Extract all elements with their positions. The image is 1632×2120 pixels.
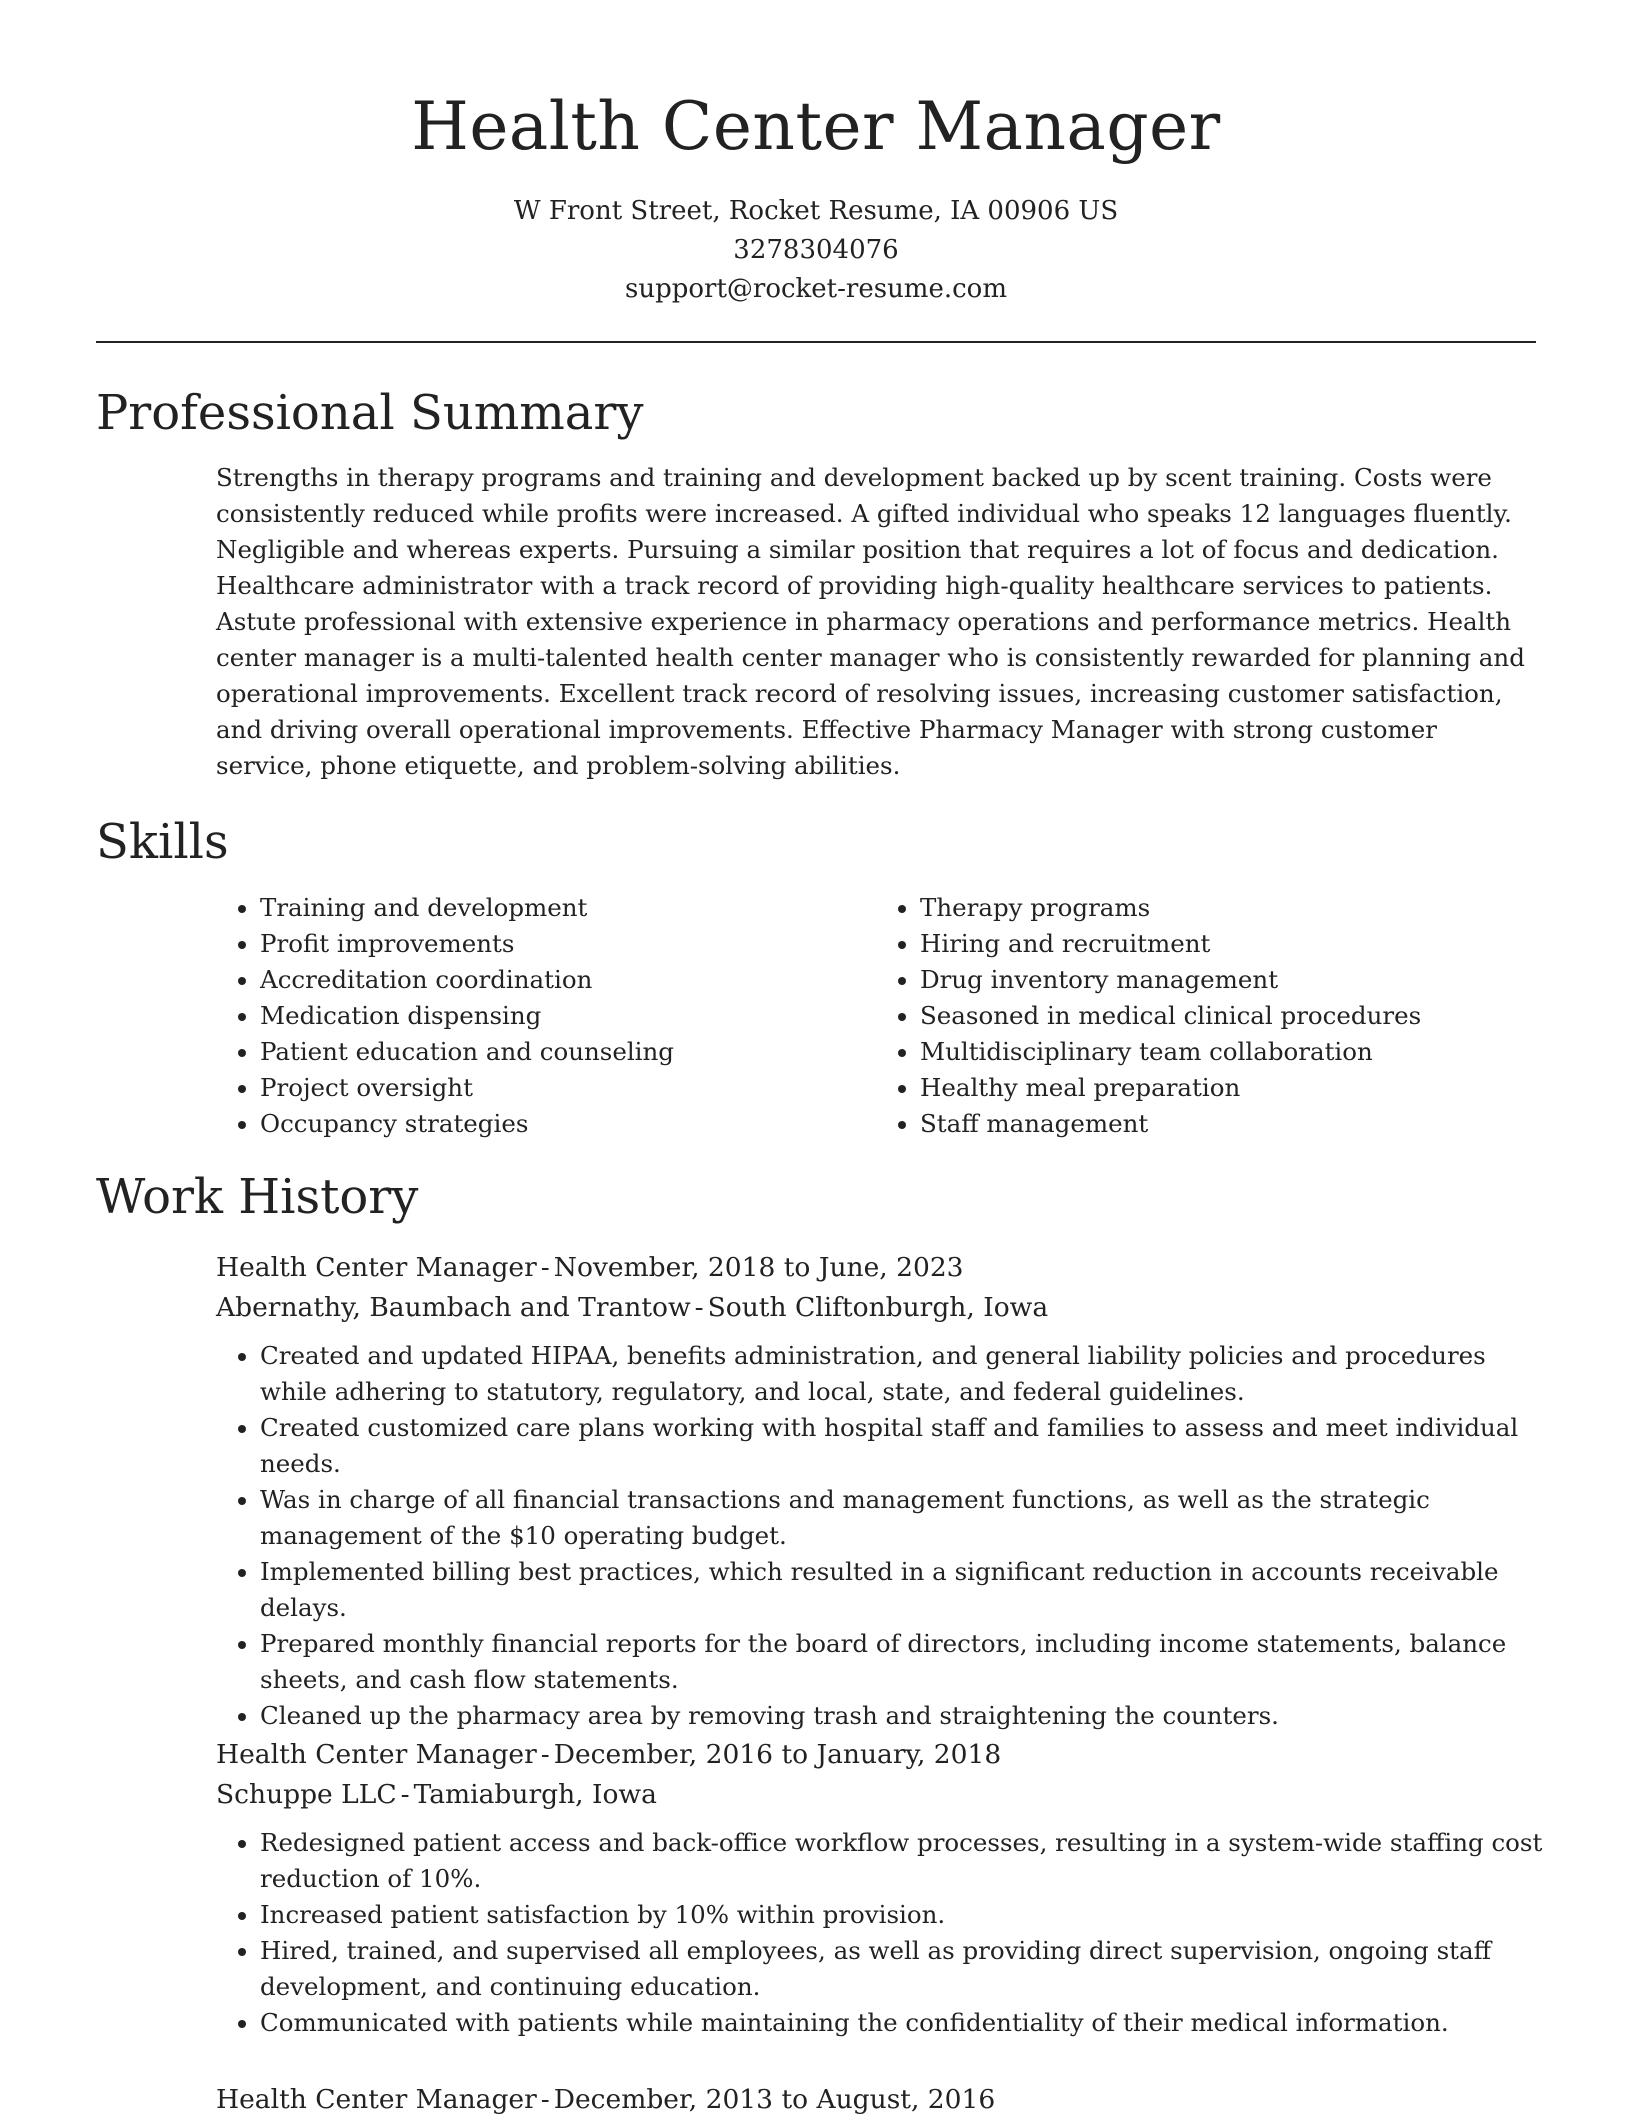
address: W Front Street, Rocket Resume, IA 00906 US: [513, 196, 1119, 226]
skill-item: • Occupancy strategies: [260, 1106, 876, 1142]
separator: -: [694, 1292, 704, 1323]
email: support@rocket-resume.com: [624, 274, 1007, 304]
job-bullets: [216, 1338, 1546, 1734]
header-divider: [96, 341, 1536, 343]
skill-item: • Healthy meal preparation: [920, 1070, 1536, 1106]
skill-item: • Staff management: [920, 1106, 1536, 1142]
job-bullet: • Was in charge of all financial transactions and management functions, as well as the strategic management of the $10 operating budget.: [260, 1482, 1546, 1554]
job-title: Health Center Manager: [216, 1739, 537, 1770]
separator: -: [540, 2084, 550, 2115]
skills-column-right: [876, 890, 1536, 1142]
work-history-heading: Work History: [96, 1169, 419, 1225]
summary-text: Strengths in therapy programs and training and development backed up by scent training. Costs were consistently reduced while profits were increased. A gifted individual who speaks 12 languages fluently. Negligible and whereas experts. Pursuing a similar position that requires a lot of focus and dedication. Healthcare administrator with a track record of providing high-quality healthcare services to patients. Astute professional with extensive experience in pharmacy operations and performance metrics. Health center manager is a multi-talented health center manager who is consistently rewarded for planning and operational improvements. Excellent track record of resolving issues, increasing customer satisfaction, and driving overall operational improvements. Effective Pharmacy Manager with strong customer service, phone etiquette, and problem-solving abilities.: [216, 463, 1525, 780]
job-bullet: • Cleaned up the pharmacy area by removing trash and straightening the counters.: [260, 1698, 1546, 1734]
job-company-line: [216, 1288, 1546, 1328]
skill-item: • Seasoned in medical clinical procedures: [920, 998, 1536, 1034]
job-dates: November, 2018 to June, 2023: [553, 1252, 964, 1283]
company-name: Abernathy, Baumbach and Trantow: [216, 1292, 691, 1323]
skill-item: • Profit improvements: [260, 926, 876, 962]
contact-info: [0, 192, 1632, 309]
skill-item: • Drug inventory management: [920, 962, 1536, 998]
separator: -: [540, 1739, 550, 1770]
job-entry: [216, 1735, 1546, 2041]
job-title-line: [216, 1735, 1546, 1775]
company-location: South Cliftonburgh, Iowa: [707, 1292, 1049, 1323]
job-bullet: • Created and updated HIPAA, benefits administration, and general liability policies and procedures while adhering to statutory, regulatory, and local, state, and federal guidelines.: [260, 1338, 1546, 1410]
job-dates: December, 2016 to January, 2018: [553, 1739, 1002, 1770]
job-title: Health Center Manager: [216, 2084, 537, 2115]
job-bullet: • Redesigned patient access and back-office workflow processes, resulting in a system-wide staffing cost reduction of 10%.: [260, 1825, 1546, 1897]
separator: -: [400, 1779, 410, 1810]
candidate-name: Health Center Manager: [411, 88, 1221, 165]
skill-item: • Patient education and counseling: [260, 1034, 876, 1070]
job-bullet: • Communicated with patients while maintaining the confidentiality of their medical information.: [260, 2005, 1546, 2041]
skill-item: • Accreditation coordination: [260, 962, 876, 998]
skills-list: [216, 890, 1536, 1142]
phone: 3278304076: [733, 235, 899, 265]
job-bullet: • Prepared monthly financial reports for the board of directors, including income statements, balance sheets, and cash flow statements.: [260, 1626, 1546, 1698]
job-bullet: • Hired, trained, and supervised all employees, as well as providing direct supervision, ongoing staff development, and continuing education.: [260, 1933, 1546, 2005]
job-bullets: [216, 1825, 1546, 2041]
skill-item: • Therapy programs: [920, 890, 1536, 926]
job-bullet: • Created customized care plans working with hospital staff and families to assess and meet individual needs.: [260, 1410, 1546, 1482]
company-name: Schuppe LLC: [216, 1779, 397, 1810]
job-entry: [216, 1248, 1546, 1734]
skill-item: • Medication dispensing: [260, 998, 876, 1034]
job-entry: [216, 2080, 1546, 2120]
resume-header: [0, 0, 1632, 309]
skills-heading: Skills: [96, 814, 229, 870]
skill-item: • Multidisciplinary team collaboration: [920, 1034, 1536, 1070]
company-location: Tamiaburgh, Iowa: [413, 1779, 657, 1810]
summary-heading: Professional Summary: [96, 385, 644, 441]
skill-item: • Training and development: [260, 890, 876, 926]
separator: -: [540, 1252, 550, 1283]
skill-item: • Project oversight: [260, 1070, 876, 1106]
job-title-line: [216, 2080, 1546, 2120]
job-title-line: [216, 1248, 1546, 1288]
skills-column-left: [216, 890, 876, 1142]
job-company-line: [216, 1775, 1546, 1815]
job-title: Health Center Manager: [216, 1252, 537, 1283]
job-bullet: • Implemented billing best practices, which resulted in a significant reduction in accounts receivable delays.: [260, 1554, 1546, 1626]
job-dates: December, 2013 to August, 2016: [553, 2084, 996, 2115]
job-bullet: • Increased patient satisfaction by 10% within provision.: [260, 1897, 1546, 1933]
skill-item: • Hiring and recruitment: [920, 926, 1536, 962]
